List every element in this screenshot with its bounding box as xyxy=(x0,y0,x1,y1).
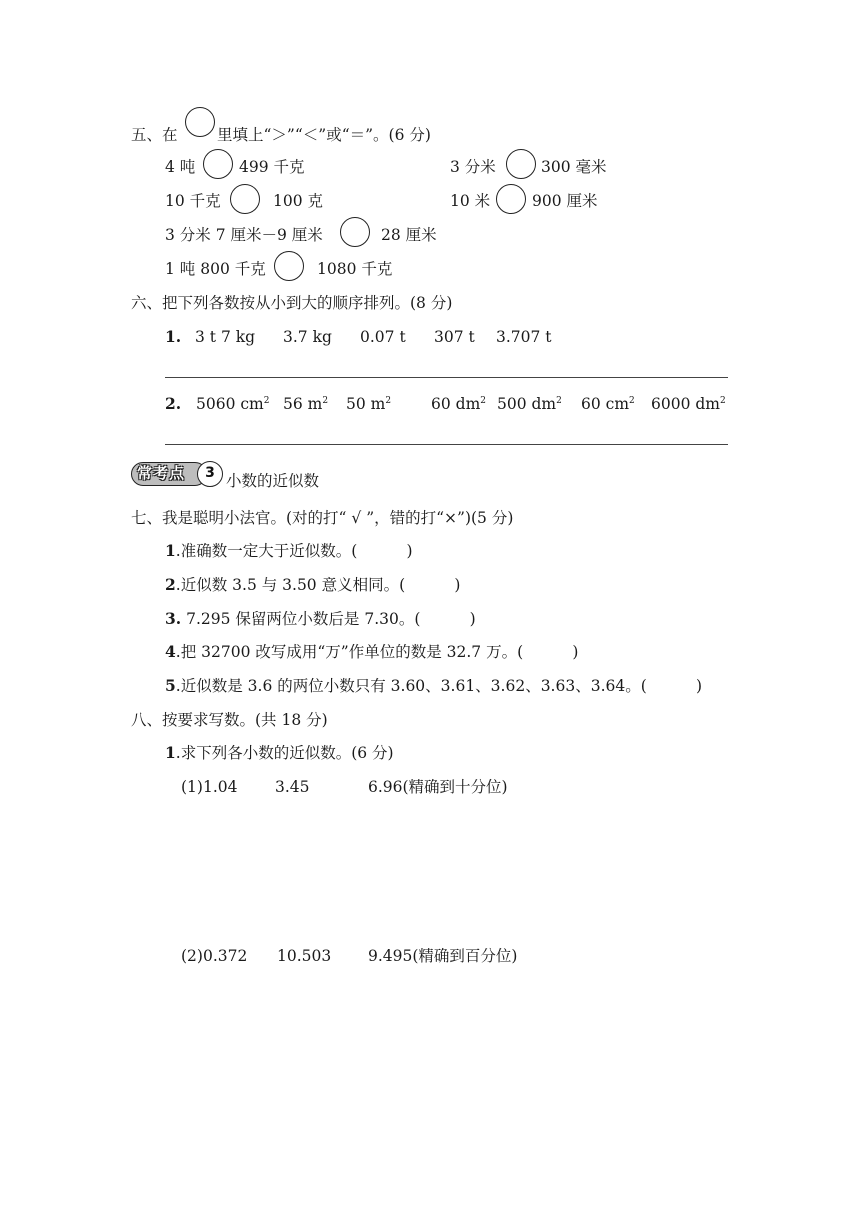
exponent: 2 xyxy=(385,396,392,406)
badge-label: 常考点 xyxy=(131,462,207,486)
order-value: 500 dm xyxy=(497,395,557,413)
compare-right: 100 克 xyxy=(273,192,324,210)
sub-question xyxy=(165,743,394,763)
section-8-title: 八、按要求写数。(共 18 分) xyxy=(131,711,328,729)
answer-circle[interactable] xyxy=(340,217,370,247)
compare-left: 1 吨 800 千克 xyxy=(165,260,266,278)
order-item: 3 t 7 kg xyxy=(195,328,256,346)
section-5-title-b: 里填上“＞”“＜”或“＝”。(6 分) xyxy=(217,126,431,144)
exponent: 2 xyxy=(629,396,635,406)
order-item xyxy=(431,394,486,414)
exponent: 2 xyxy=(556,396,562,406)
section-7-title: 七、我是聪明小法官。(对的打“ √ ”，错的打“×”)(5 分) xyxy=(131,509,514,527)
approx-item: 9.495(精确到百分位) xyxy=(368,947,518,965)
judge-item xyxy=(165,575,460,595)
item-text: .把 32700 改写成用“万”作单位的数是 32.7 万。( ) xyxy=(175,643,579,661)
compare-left: 10 千克 xyxy=(165,192,221,210)
compare-right: 1080 千克 xyxy=(317,260,393,278)
compare-left: 4 吨 xyxy=(165,158,196,176)
answer-circle[interactable] xyxy=(185,107,215,137)
judge-item xyxy=(165,642,578,662)
compare-left: 3 分米 xyxy=(450,158,496,176)
approx-item: (2)0.372 xyxy=(181,947,248,965)
exponent: 2 xyxy=(720,396,726,406)
item-number: 4 xyxy=(165,642,176,661)
question-number: 1. xyxy=(165,327,182,346)
item-text: .近似数是 3.6 的两位小数只有 3.60、3.61、3.62、3.63、3.64。( ) xyxy=(175,677,703,695)
compare-left: 3 分米 7 厘米－9 厘米 xyxy=(165,226,323,244)
order-value: 60 dm xyxy=(431,395,481,413)
badge-number: 3 xyxy=(197,461,223,487)
order-item xyxy=(283,394,328,414)
section-5-title-a: 五、在 xyxy=(131,126,178,144)
order-item: 3.707 t xyxy=(496,328,552,346)
approx-item: (1)1.04 xyxy=(181,778,238,796)
order-value: 56 m xyxy=(283,395,323,413)
approx-item: 3.45 xyxy=(275,778,310,796)
order-item xyxy=(581,394,635,414)
approx-item: 6.96(精确到十分位) xyxy=(368,778,508,796)
item-text: 7.295 保留两位小数后是 7.30。( ) xyxy=(181,610,476,628)
answer-circle[interactable] xyxy=(230,184,260,214)
compare-right: 900 厘米 xyxy=(532,192,598,210)
compare-right: 28 厘米 xyxy=(381,226,437,244)
order-item xyxy=(651,394,726,414)
answer-circle[interactable] xyxy=(496,184,526,214)
exponent: 2 xyxy=(480,396,487,406)
order-value: 50 m xyxy=(346,395,386,413)
compare-left: 10 米 xyxy=(450,192,491,210)
key-point-title: 小数的近似数 xyxy=(226,472,320,490)
exponent: 2 xyxy=(263,396,270,406)
answer-circle[interactable] xyxy=(506,149,536,179)
key-point-badge xyxy=(131,461,223,488)
answer-circle[interactable] xyxy=(274,251,304,281)
judge-item xyxy=(165,541,413,561)
item-number: 2 xyxy=(165,575,176,594)
item-number: 1 xyxy=(165,743,176,762)
question-number: 2. xyxy=(165,394,182,413)
section-6-title: 六、把下列各数按从小到大的顺序排列。(8 分) xyxy=(131,294,453,312)
answer-circle[interactable] xyxy=(203,149,233,179)
item-text: .准确数一定大于近似数。( ) xyxy=(175,542,413,560)
item-text: .求下列各小数的近似数。(6 分) xyxy=(175,744,394,762)
approx-item: 10.503 xyxy=(277,947,332,965)
answer-line[interactable] xyxy=(165,444,728,445)
compare-right: 300 毫米 xyxy=(541,158,607,176)
compare-right: 499 千克 xyxy=(239,158,305,176)
judge-item xyxy=(165,676,702,696)
exponent: 2 xyxy=(322,396,329,406)
judge-item xyxy=(165,609,476,629)
item-number: 3. xyxy=(165,609,182,628)
order-item: 0.07 t xyxy=(360,328,406,346)
answer-line[interactable] xyxy=(165,377,728,378)
order-item xyxy=(346,394,391,414)
order-item xyxy=(497,394,562,414)
order-value: 60 cm xyxy=(581,395,630,413)
order-value: 6000 dm xyxy=(651,395,720,413)
order-item: 307 t xyxy=(434,328,475,346)
item-text: .近似数 3.5 与 3.50 意义相同。( ) xyxy=(175,576,461,594)
item-number: 1 xyxy=(165,541,176,560)
order-item: 3.7 kg xyxy=(283,328,332,346)
order-value: 5060 cm xyxy=(196,395,264,413)
item-number: 5 xyxy=(165,676,176,695)
order-item xyxy=(196,394,270,414)
